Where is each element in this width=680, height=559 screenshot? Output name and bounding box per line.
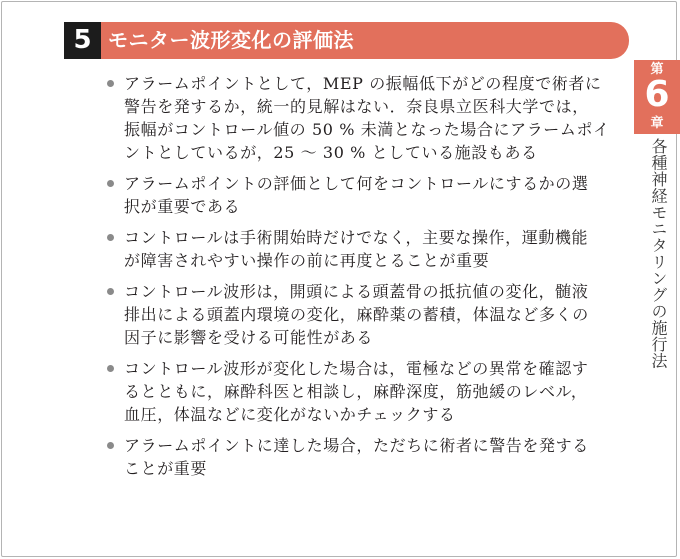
bullet-line: ことが重要: [124, 459, 208, 478]
bullet-line: コントロール波形は，開頭による頭蓋骨の抵抗値の変化，髄液: [124, 282, 589, 301]
bullet-item: [104, 357, 624, 426]
bullet-dot-icon: [107, 180, 114, 187]
bullet-line: るとともに，麻酔科医と相談し，麻酔深度，筋弛緩のレベル，: [124, 382, 588, 401]
bullet-line: 排出による頭蓋内環境の変化，麻酔薬の蓄積，体温など多くの: [124, 305, 589, 324]
chapter-title: 各種神経モニタリングの施行法: [649, 138, 668, 369]
section-number: 5: [64, 22, 101, 59]
bullet-dot-icon: [107, 442, 114, 449]
chapter-tab-prefix: 第: [650, 62, 664, 77]
bullet-line: コントロールは手術開始時だけでなく，主要な操作，運動機能: [124, 228, 589, 247]
bullet-line: 因子に影響を受ける可能性がある: [124, 328, 374, 347]
chapter-tab: [634, 60, 680, 134]
bullet-list: [104, 72, 624, 488]
bullet-line: が障害されやすい操作の前に再度とることが重要: [124, 251, 490, 270]
bullet-dot-icon: [107, 365, 114, 372]
bullet-item: [104, 280, 624, 349]
bullet-line: ントとしているが，25 ～ 30 % としている施設もある: [124, 143, 538, 162]
bullet-item: [104, 172, 624, 218]
bullet-item: [104, 72, 624, 164]
bullet-line: アラームポイントとして，MEP の振幅低下がどの程度で術者に: [124, 74, 602, 93]
chapter-number: 6: [644, 74, 670, 115]
bullet-item: [104, 226, 624, 272]
bullet-line: アラームポイントの評価として何をコントロールにするかの選: [124, 174, 589, 193]
bullet-line: アラームポイントに達した場合，ただちに術者に警告を発する: [124, 436, 589, 455]
bullet-item: [104, 434, 624, 480]
bullet-line: 血圧，体温などに変化がないかチェックする: [124, 405, 456, 424]
bullet-dot-icon: [107, 288, 114, 295]
bullet-line: 振幅がコントロール値の 50 % 未満となった場合にアラームポイ: [124, 120, 610, 139]
bullet-line: 択が重要である: [124, 197, 241, 216]
chapter-tab-suffix: 章: [650, 116, 664, 131]
bullet-dot-icon: [107, 234, 114, 241]
section-title: モニター波形変化の評価法: [108, 28, 354, 52]
bullet-dot-icon: [107, 80, 114, 87]
bullet-line: 警告を発するか，統一的見解はない．奈良県立医科大学では，: [124, 97, 589, 116]
bullet-line: コントロール波形が変化した場合は，電極などの異常を確認す: [124, 359, 589, 378]
